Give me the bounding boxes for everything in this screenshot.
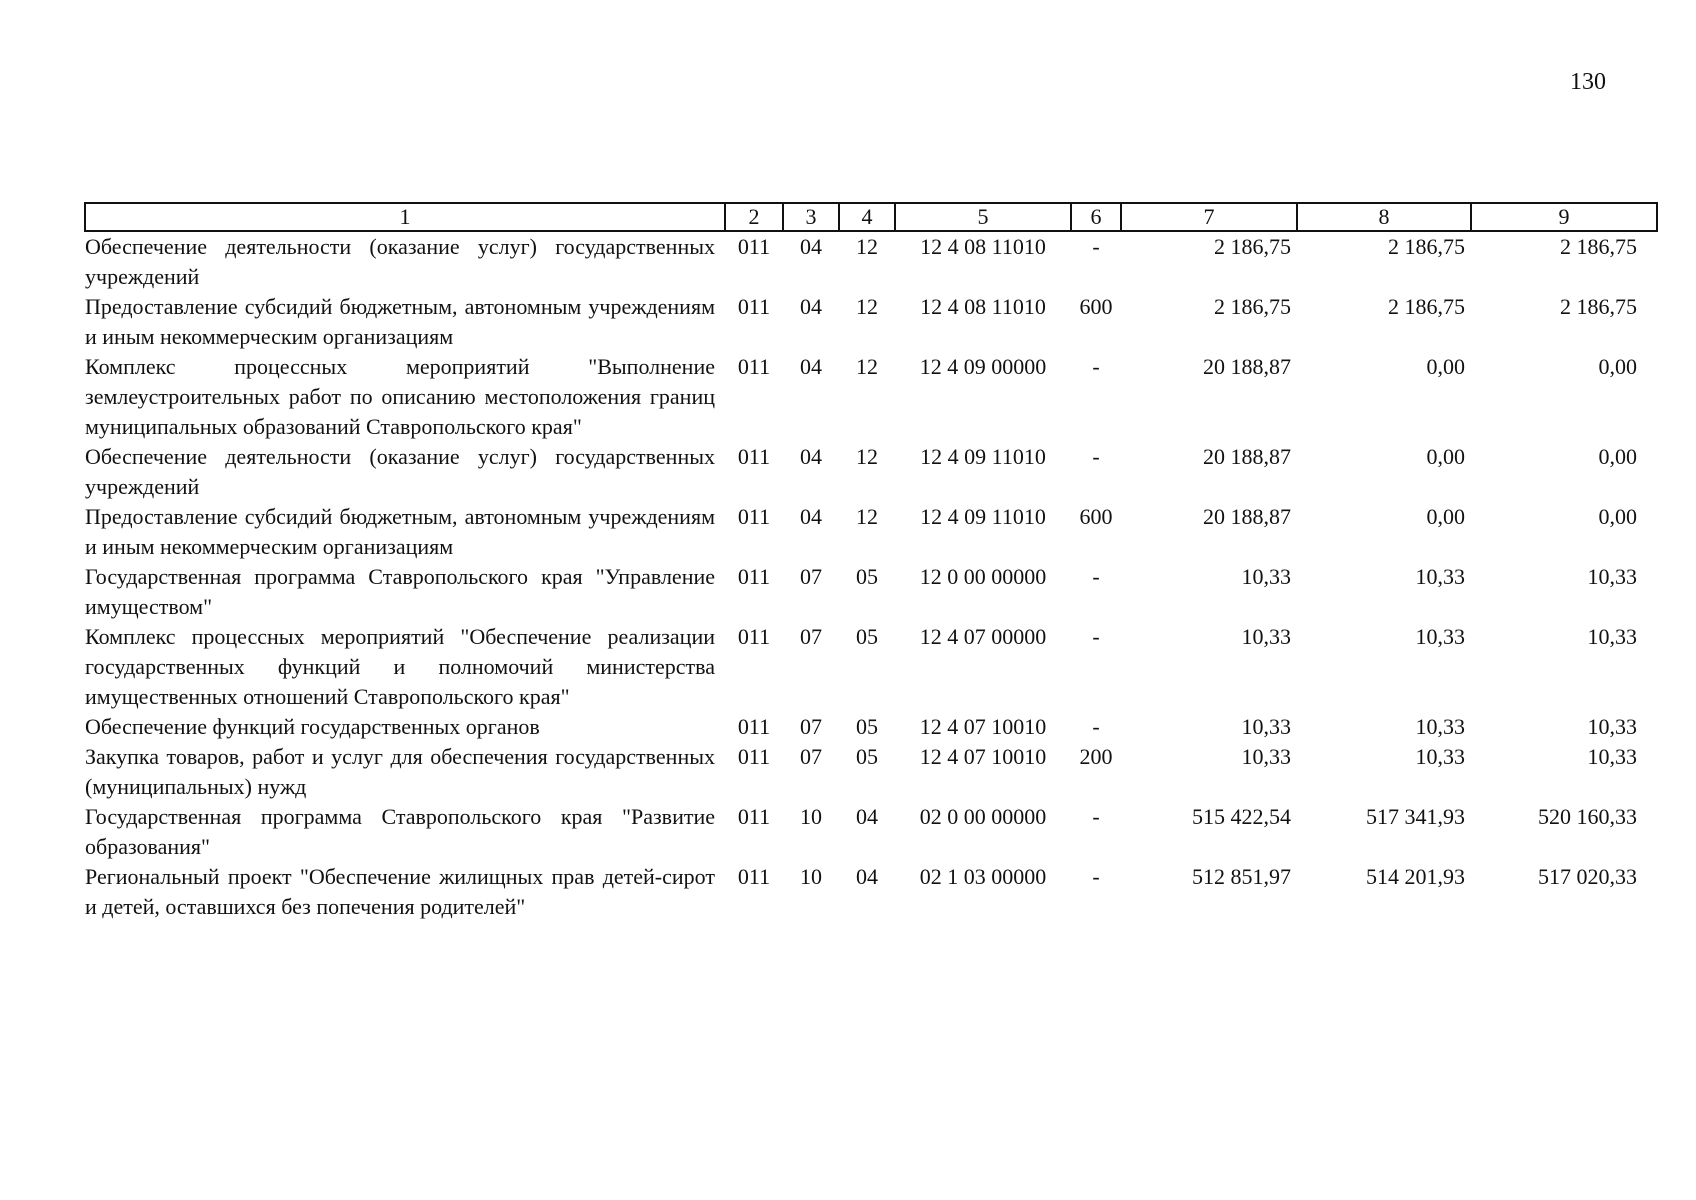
header-col-6: 6 [1071, 203, 1121, 231]
row-name: Комплекс процессных мероприятий "Обеспечение реализации государственных функций и полномочий министерства имущественных отношений Ставропольского края" [85, 624, 715, 709]
row-code-2: 011 [737, 564, 771, 589]
table-row [85, 292, 1657, 352]
row-value-7: 10,33 [1241, 624, 1291, 649]
row-code-5: 12 0 00 00000 [919, 564, 1047, 589]
row-code-2: 011 [737, 864, 771, 889]
row-code-4: 05 [856, 744, 878, 769]
row-code-6: - [1092, 804, 1100, 829]
header-col-5: 5 [895, 203, 1071, 231]
row-code-2: 011 [737, 444, 771, 469]
row-name: Обеспечение функций государственных органов [85, 714, 540, 739]
row-code-5: 02 0 00 00000 [919, 804, 1047, 829]
row-code-3: 07 [800, 564, 822, 589]
row-value-7: 2 186,75 [1214, 294, 1291, 319]
row-code-6: - [1092, 354, 1100, 379]
table-row [85, 352, 1657, 442]
row-value-7: 20 188,87 [1203, 444, 1291, 469]
row-code-4: 04 [856, 804, 878, 829]
row-value-8: 10,33 [1415, 714, 1465, 739]
row-value-7: 10,33 [1241, 714, 1291, 739]
row-value-9: 2 186,75 [1560, 294, 1637, 319]
row-code-2: 011 [737, 744, 771, 769]
row-code-2: 011 [737, 624, 771, 649]
row-code-2: 011 [737, 504, 771, 529]
row-code-6: - [1092, 564, 1100, 589]
row-code-3: 04 [800, 444, 822, 469]
row-value-9: 2 186,75 [1560, 234, 1637, 259]
row-code-4: 05 [856, 714, 878, 739]
row-code-6: - [1092, 624, 1100, 649]
row-code-3: 07 [800, 744, 822, 769]
table-row [85, 742, 1657, 802]
row-code-3: 07 [800, 624, 822, 649]
row-code-6: 600 [1079, 504, 1113, 529]
row-name: Предоставление субсидий бюджетным, автономным учреждениям и иным некоммерческим организациям [85, 294, 715, 349]
table-row [85, 862, 1657, 922]
row-value-9: 0,00 [1598, 504, 1637, 529]
row-name: Предоставление субсидий бюджетным, автономным учреждениям и иным некоммерческим организациям [85, 504, 715, 559]
row-value-8: 2 186,75 [1388, 294, 1465, 319]
header-col-8: 8 [1297, 203, 1471, 231]
row-code-4: 12 [856, 354, 878, 379]
row-code-2: 011 [737, 804, 771, 829]
row-value-7: 20 188,87 [1203, 354, 1291, 379]
table-header [85, 203, 1657, 231]
row-code-3: 07 [800, 714, 822, 739]
row-name: Региональный проект "Обеспечение жилищных прав детей-сирот и детей, оставшихся без попечения родителей" [85, 864, 715, 919]
row-value-8: 10,33 [1415, 564, 1465, 589]
row-value-7: 20 188,87 [1203, 504, 1291, 529]
row-code-5: 12 4 07 10010 [919, 714, 1047, 739]
header-col-2: 2 [725, 203, 783, 231]
row-code-4: 12 [856, 444, 878, 469]
row-code-4: 12 [856, 234, 878, 259]
table-row [85, 562, 1657, 622]
row-value-7: 2 186,75 [1214, 234, 1291, 259]
header-col-1: 1 [85, 203, 725, 231]
row-code-3: 04 [800, 294, 822, 319]
row-value-7: 515 422,54 [1192, 804, 1291, 829]
header-row [85, 203, 1657, 231]
row-code-5: 12 4 09 00000 [919, 354, 1047, 379]
table-row [85, 231, 1657, 292]
header-col-4: 4 [839, 203, 895, 231]
row-name: Закупка товаров, работ и услуг для обеспечения государственных (муниципальных) нужд [85, 744, 715, 799]
row-code-2: 011 [737, 354, 771, 379]
row-code-6: 600 [1079, 294, 1113, 319]
row-value-9: 10,33 [1587, 714, 1637, 739]
row-code-3: 04 [800, 504, 822, 529]
row-name: Обеспечение деятельности (оказание услуг) государственных учреждений [85, 444, 715, 499]
row-code-3: 04 [800, 354, 822, 379]
row-value-9: 520 160,33 [1538, 804, 1637, 829]
row-value-9: 10,33 [1587, 624, 1637, 649]
row-value-9: 10,33 [1587, 564, 1637, 589]
row-code-5: 12 4 08 11010 [920, 234, 1046, 259]
row-code-5: 12 4 08 11010 [920, 294, 1046, 319]
row-value-9: 10,33 [1587, 744, 1637, 769]
table-row [85, 622, 1657, 712]
row-code-5: 12 4 07 10010 [919, 744, 1047, 769]
row-code-2: 011 [737, 294, 771, 319]
header-col-3: 3 [783, 203, 839, 231]
row-code-6: - [1092, 714, 1100, 739]
row-value-8: 2 186,75 [1388, 234, 1465, 259]
row-value-7: 512 851,97 [1192, 864, 1291, 889]
header-col-7: 7 [1121, 203, 1297, 231]
row-code-5: 12 4 09 11010 [920, 444, 1046, 469]
row-code-4: 05 [856, 564, 878, 589]
row-code-5: 12 4 09 11010 [920, 504, 1046, 529]
row-value-9: 0,00 [1598, 354, 1637, 379]
table-row [85, 442, 1657, 502]
row-value-8: 10,33 [1415, 744, 1465, 769]
row-name: Комплекс процессных мероприятий "Выполнение землеустроительных работ по описанию местоположения границ муниципальных образований Ставропольского края" [85, 354, 715, 439]
row-value-8: 0,00 [1426, 504, 1465, 529]
row-value-8: 10,33 [1415, 624, 1465, 649]
row-code-6: - [1092, 444, 1100, 469]
row-value-8: 0,00 [1426, 444, 1465, 469]
row-name: Государственная программа Ставропольского края "Развитие образования" [85, 804, 715, 859]
row-value-7: 10,33 [1241, 564, 1291, 589]
row-code-5: 02 1 03 00000 [919, 864, 1047, 889]
row-code-6: 200 [1079, 744, 1113, 769]
table-row [85, 502, 1657, 562]
table-row [85, 802, 1657, 862]
row-value-8: 514 201,93 [1366, 864, 1465, 889]
row-code-3: 10 [800, 804, 822, 829]
table-body [85, 231, 1657, 922]
row-code-5: 12 4 07 00000 [919, 624, 1047, 649]
row-code-4: 12 [856, 504, 878, 529]
row-value-9: 517 020,33 [1538, 864, 1637, 889]
row-name: Обеспечение деятельности (оказание услуг) государственных учреждений [85, 234, 715, 289]
row-code-4: 12 [856, 294, 878, 319]
row-code-3: 04 [800, 234, 822, 259]
row-code-4: 05 [856, 624, 878, 649]
row-value-9: 0,00 [1598, 444, 1637, 469]
budget-table [84, 202, 1658, 922]
row-code-4: 04 [856, 864, 878, 889]
row-value-8: 517 341,93 [1366, 804, 1465, 829]
header-col-9: 9 [1471, 203, 1657, 231]
row-code-2: 011 [737, 714, 771, 739]
row-name: Государственная программа Ставропольского края "Управление имуществом" [85, 564, 715, 619]
table-row [85, 712, 1657, 742]
row-code-2: 011 [737, 234, 771, 259]
row-value-8: 0,00 [1426, 354, 1465, 379]
page-number: 130 [1570, 69, 1606, 95]
row-code-6: - [1092, 864, 1100, 889]
row-value-7: 10,33 [1241, 744, 1291, 769]
row-code-6: - [1092, 234, 1100, 259]
row-code-3: 10 [800, 864, 822, 889]
